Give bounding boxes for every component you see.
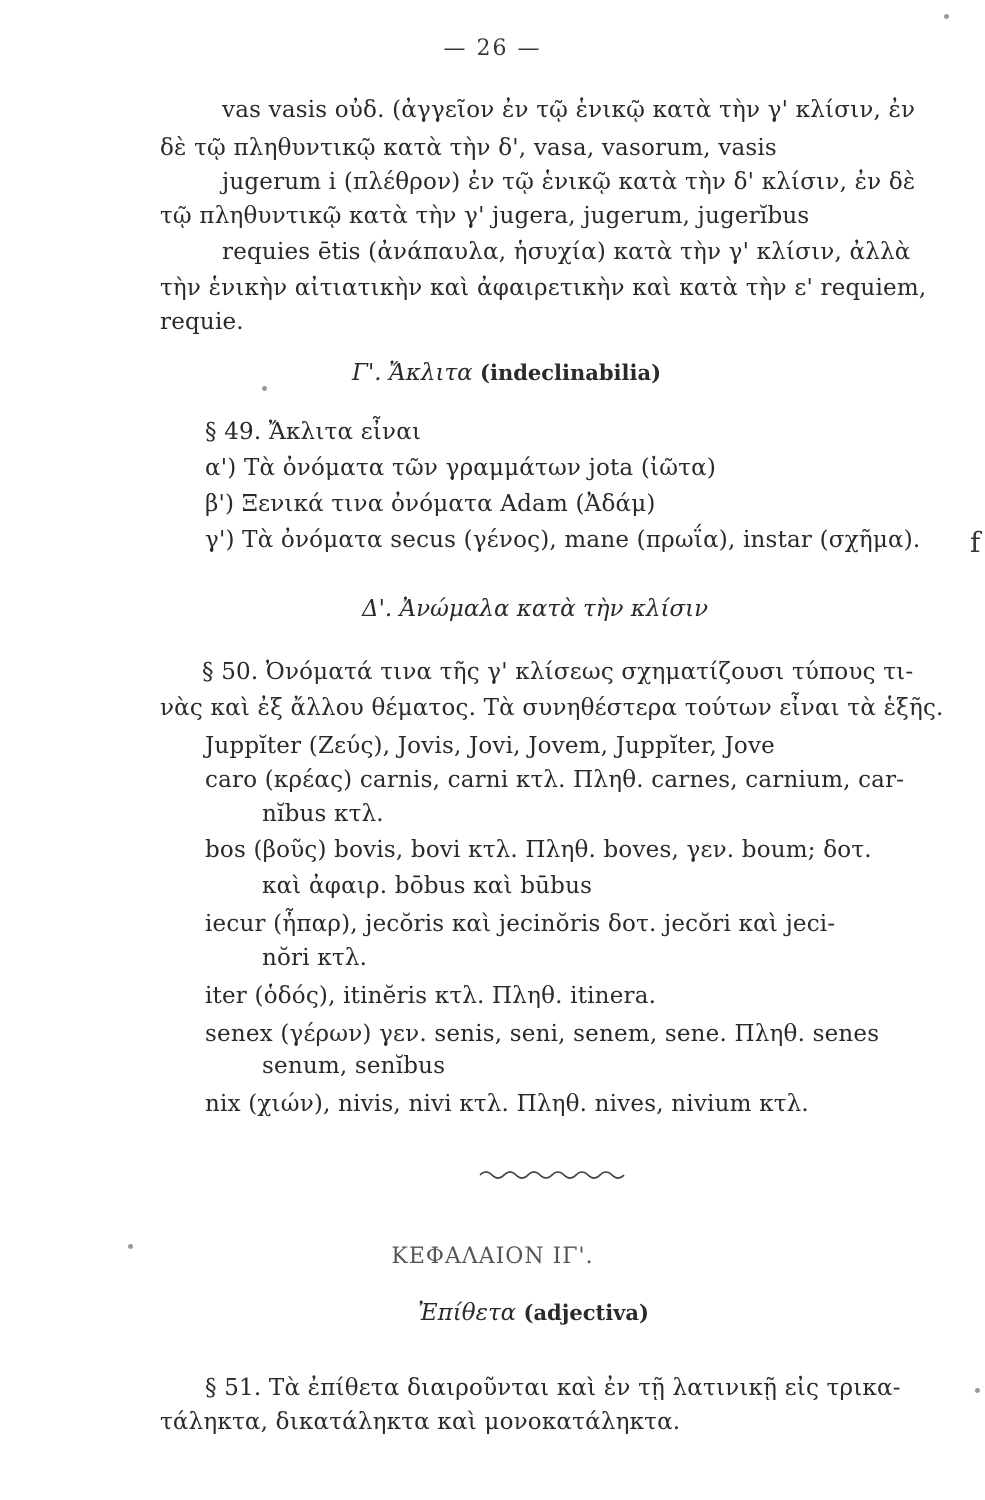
section-heading-anomala: Δ'. Ἀνώμαλα κατὰ τὴν κλίσιν bbox=[362, 596, 709, 622]
heading-latin: (adjectiva) bbox=[523, 1300, 649, 1325]
heading-greek: Ἐπίθετα bbox=[418, 1300, 517, 1326]
text-line: δὲ τῷ πληθυντικῷ κατὰ τὴν δ', vasa, vasorum, vasis bbox=[160, 135, 777, 161]
text-line: § 49. Ἄκλιτα εἶναι bbox=[205, 419, 422, 445]
heading-latin: (indeclinabilia) bbox=[480, 360, 662, 385]
text-line: τάληκτα, δικατάληκτα καὶ μονοκατάληκτα. bbox=[160, 1409, 681, 1435]
text-line: caro (κρέας) carnis, carni κτλ. Πληθ. carnes, carnium, car- bbox=[205, 767, 905, 793]
text-line: Juppĭter (Ζεύς), Jovis, Jovi, Jovem, Juppĭter, Jove bbox=[205, 733, 775, 759]
text-line: νὰς καὶ ἐξ ἄλλου θέματος. Τὰ συνηθέστερα τούτων εἶναι τὰ ἑξῆς. bbox=[160, 695, 944, 721]
text-line: iter (ὁδός), itinĕris κτλ. Πληθ. itinera. bbox=[205, 983, 657, 1009]
page-number: — 26 — bbox=[443, 36, 542, 61]
text-line: nĭbus κτλ. bbox=[262, 801, 384, 827]
text-line: senex (γέρων) γεν. senis, seni, senem, sene. Πληθ. senes bbox=[205, 1021, 880, 1047]
chapter-title: ΚΕΦΑΛΑΙΟΝ ΙΓ'. bbox=[391, 1244, 594, 1269]
text-line: α') Τὰ ὀνόματα τῶν γραμμάτων jota (ἰῶτα) bbox=[205, 455, 717, 481]
text-line: § 51. Τὰ ἐπίθετα διαιροῦνται καὶ ἐν τῇ λατινικῇ εἰς τρικα- bbox=[205, 1375, 901, 1401]
paper-speck bbox=[128, 1244, 133, 1249]
text-line: requies ētis (ἀνάπαυλα, ἡσυχία) κατὰ τὴν γ' κλίσιν, ἀλλὰ bbox=[222, 239, 911, 265]
paper-speck bbox=[262, 386, 267, 391]
text-line: requie. bbox=[160, 309, 244, 335]
decorative-wavy-rule bbox=[478, 1168, 628, 1182]
text-line: jugerum i (πλέθρον) ἐν τῷ ἑνικῷ κατὰ τὴν δ' κλίσιν, ἐν δὲ bbox=[222, 169, 916, 195]
text-line: nix (χιών), nivis, nivi κτλ. Πληθ. nives, nivium κτλ. bbox=[205, 1091, 809, 1117]
text-line: bos (βοῦς) bovis, bovi κτλ. Πληθ. boves, γεν. boum; δοτ. bbox=[205, 837, 872, 863]
text-line: γ') Τὰ ὀνόματα secus (γένος), mane (πρωΐα), instar (σχῆμα). bbox=[205, 527, 921, 553]
text-line: τῷ πληθυντικῷ κατὰ τὴν γ' jugera, jugerum, jugerĭbus bbox=[160, 203, 810, 229]
text-line: § 50. Ὀνόματά τινα τῆς γ' κλίσεως σχηματίζουσι τύπους τι- bbox=[202, 659, 914, 685]
paper-speck bbox=[975, 1388, 980, 1393]
text-line: iecur (ἧπαρ), jecŏris καὶ jecinŏris δοτ. jecŏri καὶ jeci- bbox=[205, 911, 836, 937]
margin-mark: f bbox=[970, 526, 981, 559]
text-line: nŏri κτλ. bbox=[262, 945, 368, 971]
section-heading-adjectiva bbox=[418, 1300, 649, 1326]
text-line: β') Ξενικά τινα ὀνόματα Adam (Ἀδάμ) bbox=[205, 491, 656, 517]
text-line: καὶ ἀφαιρ. bōbus καὶ būbus bbox=[262, 873, 593, 899]
heading-greek: Γ'. Ἄκλιτα bbox=[352, 360, 473, 386]
text-line: vas vasis οὐδ. (ἀγγεῖον ἐν τῷ ἑνικῷ κατὰ τὴν γ' κλίσιν, ἐν bbox=[222, 97, 916, 123]
text-line: senum, senĭbus bbox=[262, 1053, 446, 1079]
text-line: τὴν ἑνικὴν αἰτιατικὴν καὶ ἀφαιρετικὴν καὶ κατὰ τὴν ε' requiem, bbox=[160, 275, 927, 301]
paper-speck bbox=[944, 14, 949, 19]
section-heading-indeclinabilia bbox=[352, 360, 661, 386]
